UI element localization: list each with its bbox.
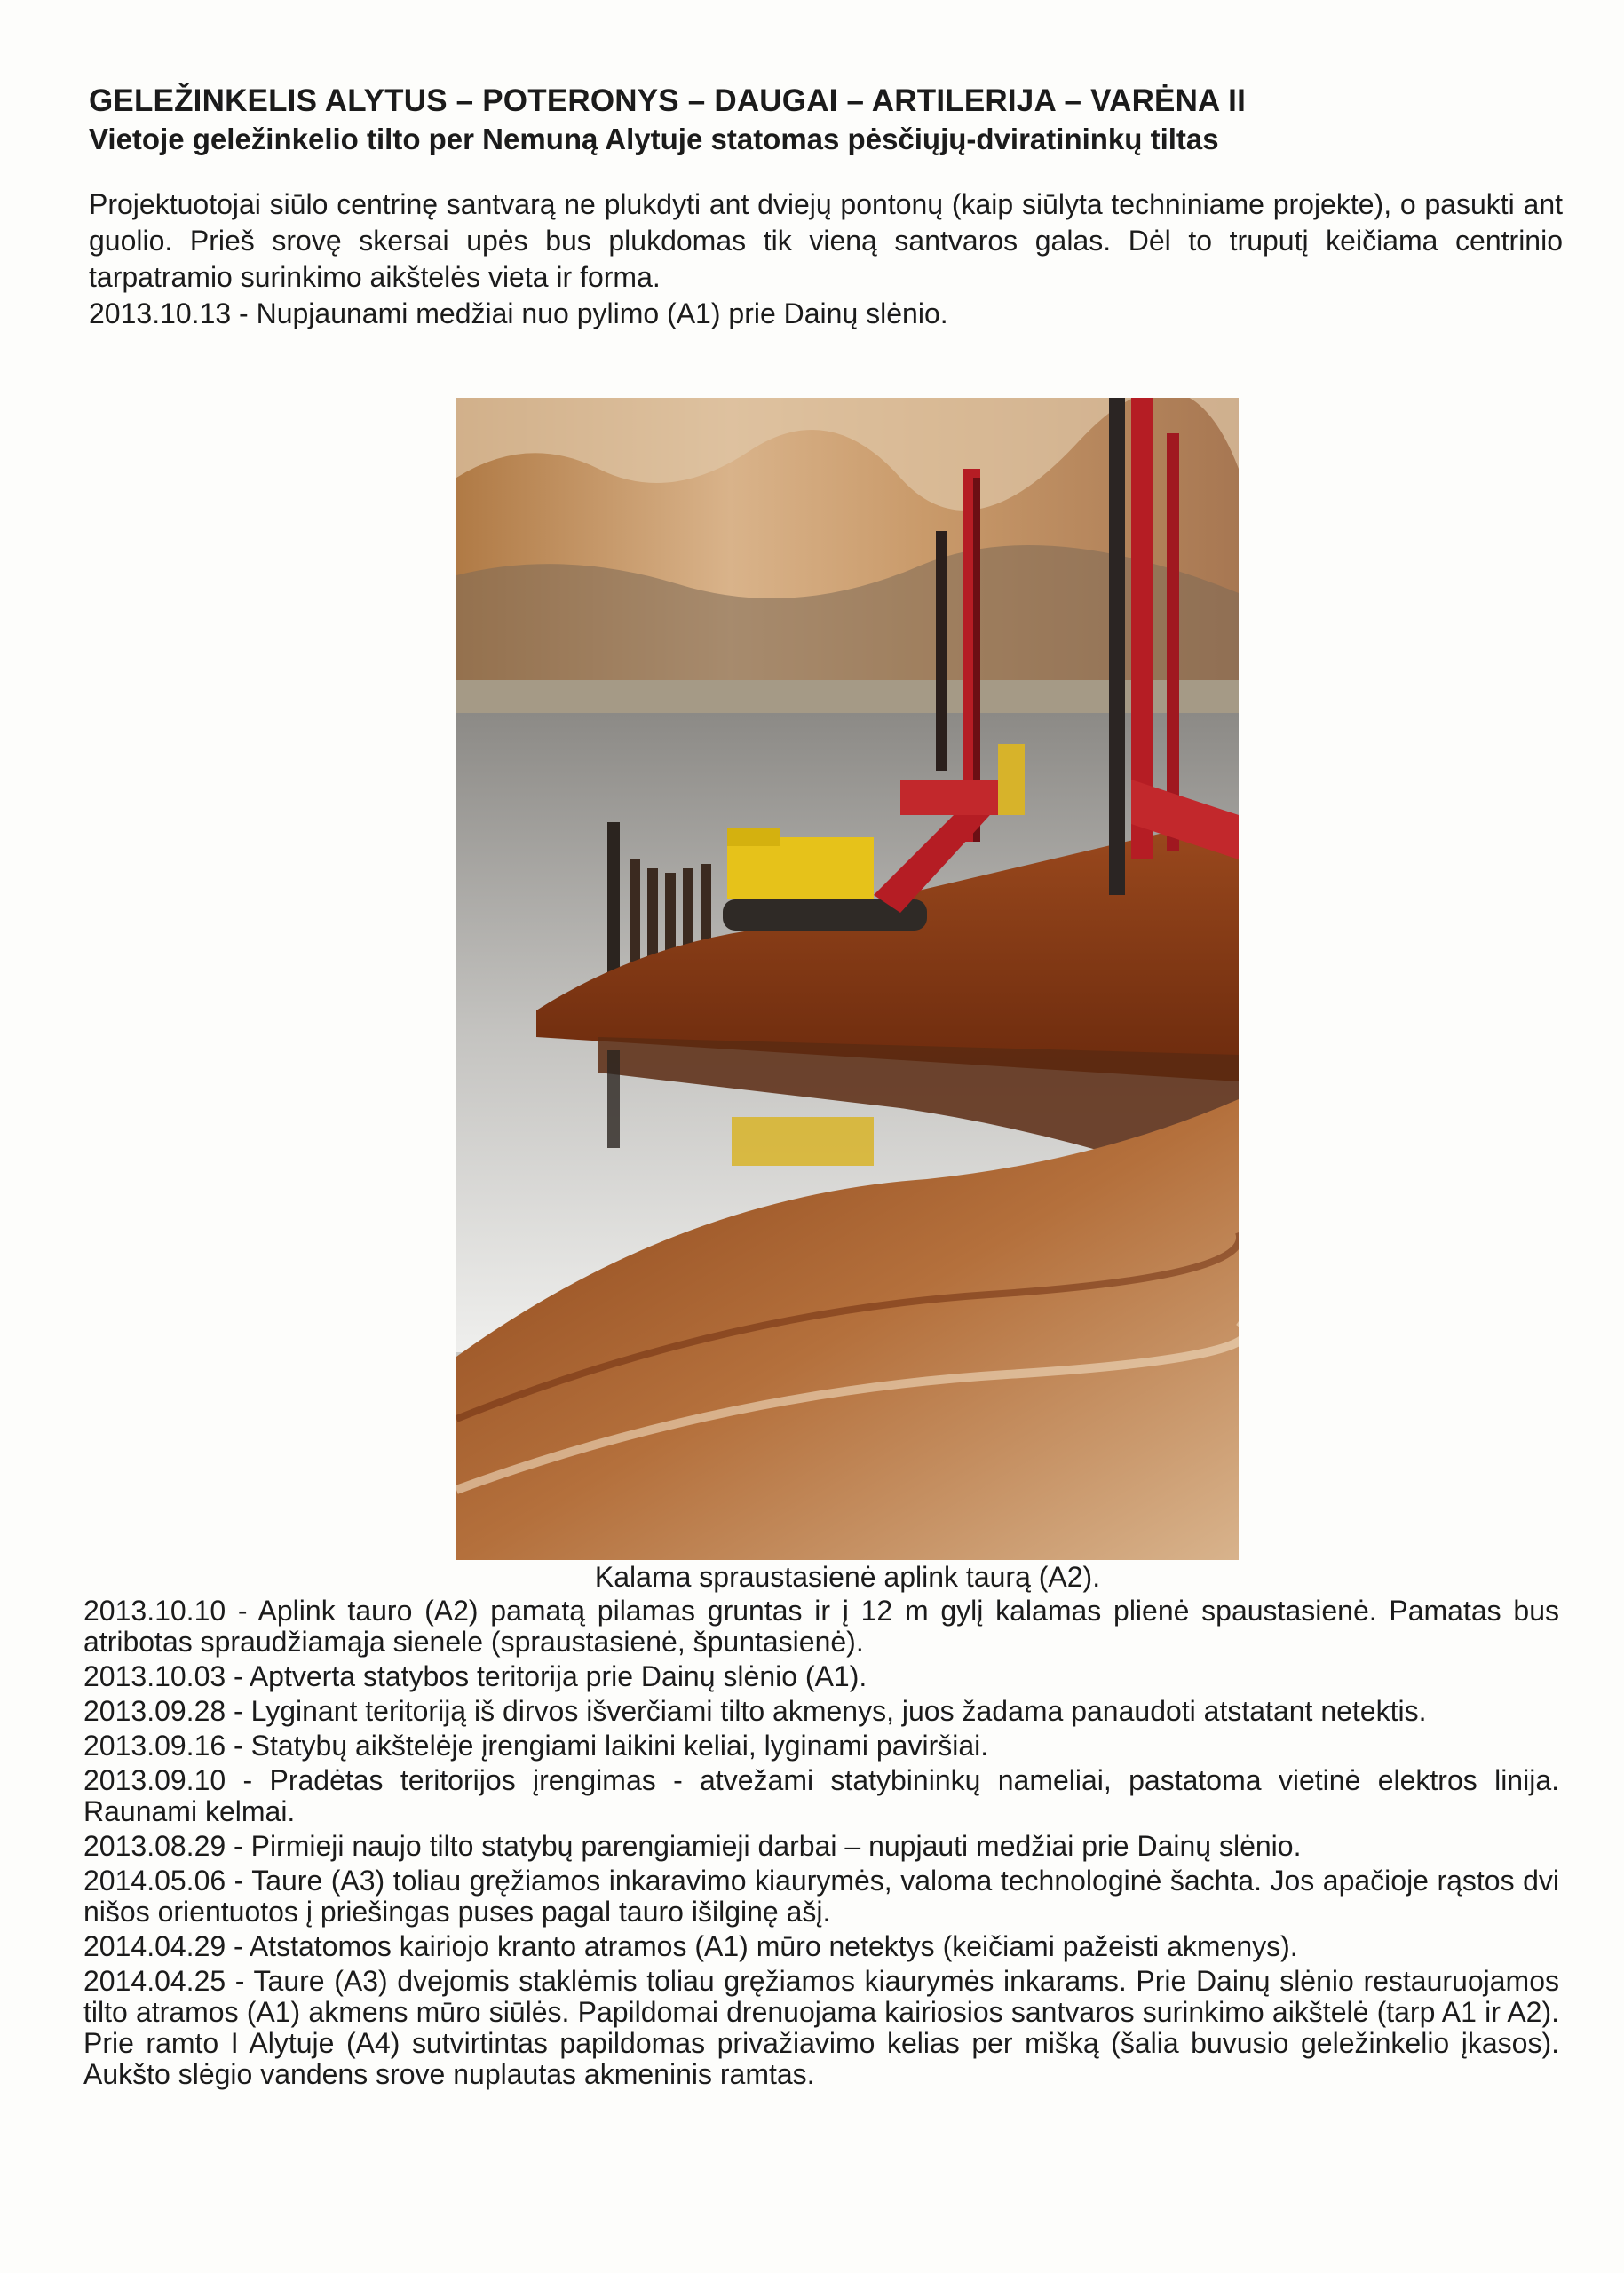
progress-log (83, 1596, 1559, 2090)
intro-paragraph: Projektuotojai siūlo centrinę santvarą ne plukdyti ant dviejų pontonų (kaip siūlyta techniniame projekte), o pasukti ant guolio. Prieš srovę skersai upės bus plukdomas tik vieną santvaros galas. Dėl to truputį keičiama centrinio tarpatramio surinkimo aikštelės vieta ir forma. (89, 188, 1563, 293)
photo-caption: Kalama spraustasienė aplink taurą (A2). (594, 1561, 1101, 1593)
document-title: GELEŽINKELIS ALYTUS – POTERONYS – DAUGAI – ARTILERIJA – VARĖNA II (89, 83, 1247, 118)
log-entry: 2013.10.03 - Aptverta statybos teritorija prie Dainų slėnio (A1). (83, 1660, 867, 1692)
construction-photo (456, 398, 1239, 1560)
document-header (89, 82, 1563, 158)
log-entry: 2014.04.29 - Atstatomos kairiojo kranto atramos (A1) mūro netektys (keičiami pažeisti akmenys). (83, 1930, 1298, 1962)
intro-entry: 2013.10.13 - Nupjaunami medžiai nuo pylimo (A1) prie Dainų slėnio. (89, 297, 948, 329)
construction-photo-illustration (456, 398, 1239, 1560)
log-entry: 2013.08.29 - Pirmieji naujo tilto statybų parengiamieji darbai – nupjauti medžiai prie Dainų slėnio. (83, 1830, 1302, 1862)
log-entry: 2013.10.10 - Aplink tauro (A2) pamatą pilamas gruntas ir į 12 m gylį kalamas plienė spaustasienė. Pamatas bus atribotas spraudžiamąja sienele (spraustasienė, špuntasienė). (83, 1595, 1559, 1658)
log-entry: 2013.09.16 - Statybų aikštelėje įrengiami laikini keliai, lyginami paviršiai. (83, 1730, 989, 1762)
log-entry: 2013.09.28 - Lyginant teritoriją iš dirvos išverčiami tilto akmenys, juos žadama panaudoti atstatant netektis. (83, 1695, 1427, 1727)
log-entry: 2013.09.10 - Pradėtas teritorijos įrengimas - atvežami statybininkų nameliai, pastatoma vietinė elektros linija. Raunami kelmai. (83, 1764, 1559, 1827)
document-subtitle: Vietoje geležinkelio tilto per Nemuną Alytuje statomas pėsčiųjų-dviratininkų tiltas (89, 123, 1219, 155)
log-entry: 2014.05.06 - Taure (A3) toliau gręžiamos inkaravimo kiaurymės, valoma technologinė šachta. Jos apačioje rąstos dvi nišos orientuotos į priešingas puses pagal tauro išilginę ašį. (83, 1865, 1559, 1928)
intro-section (89, 186, 1563, 332)
log-entry: 2014.04.25 - Taure (A3) dvejomis staklėmis toliau gręžiamos kiaurymės inkarams. Prie Dainų slėnio restauruojamos tilto atramos (A1) akmens mūro siūlės. Papildomai drenuojama kairiosios santvaros surinkimo aikštelė (tarp A1 ir A2). Prie ramto I Alytuje (A4) sutvirtintas papildomas privažiavimo kelias per mišką (šalia buvusio geležinkelio įkasos). Aukšto slėgio vandens srove nuplautas akmeninis ramtas. (83, 1965, 1559, 2090)
